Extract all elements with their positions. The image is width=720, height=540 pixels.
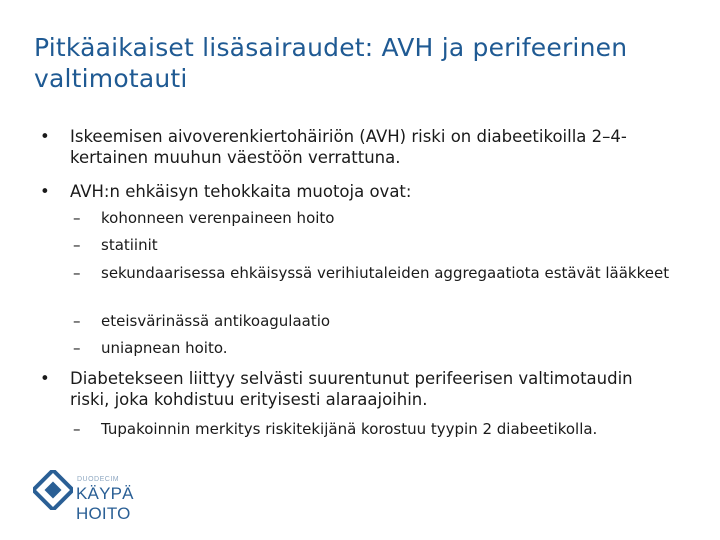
sub-bullet-marker: – (73, 236, 81, 254)
logo-duodecim-text: DUODECIM (77, 476, 120, 483)
sub-bullet-text: uniapnean hoito. (101, 339, 228, 357)
bullet-marker: • (40, 182, 50, 201)
sub-bullet-text: statiinit (101, 236, 158, 254)
bullet-text: AVH:n ehkäisyn tehokkaita muotoja ovat: (70, 182, 412, 201)
sub-bullet-text: eteisvärinässä antikoagulaatio (101, 312, 331, 330)
sub-bullet-marker: – (73, 312, 81, 330)
bullet-marker: • (40, 127, 50, 146)
sub-bullet-text: kohonneen verenpaineen hoito (101, 209, 335, 227)
bullet-text: Iskeemisen aivoverenkiertohäiriön (AVH) riski on diabeetikoilla 2–4-kertainen muuhun väestöön verrattuna. (70, 127, 627, 167)
sub-bullet-marker: – (73, 420, 81, 438)
sub-bullet-text: sekundaarisessa ehkäisyssä verihiutaleiden aggregaatiota estävät lääkkeet (101, 264, 670, 282)
bullet-text: Diabetekseen liittyy selvästi suurentunut perifeerisen valtimotaudin riski, joka kohdistuu erityisesti alaraajoihin. (70, 369, 633, 409)
diamond-logo-icon (33, 470, 73, 510)
bullet-marker: • (40, 369, 50, 388)
sub-bullet-marker: – (73, 339, 81, 357)
sub-bullet-text: Tupakoinnin merkitys riskitekijänä korostuu tyypin 2 diabeetikolla. (101, 420, 598, 438)
logo-kaypa-hoito-text: KÄYPÄ HOITO (76, 484, 134, 523)
sub-bullet-marker: – (73, 209, 81, 227)
sub-bullet-marker: – (73, 264, 81, 282)
duodecim-kaypa-hoito-logo (33, 468, 183, 523)
slide-title: Pitkäaikaiset lisäsairaudet: AVH ja perifeerinen valtimotauti (34, 33, 628, 93)
